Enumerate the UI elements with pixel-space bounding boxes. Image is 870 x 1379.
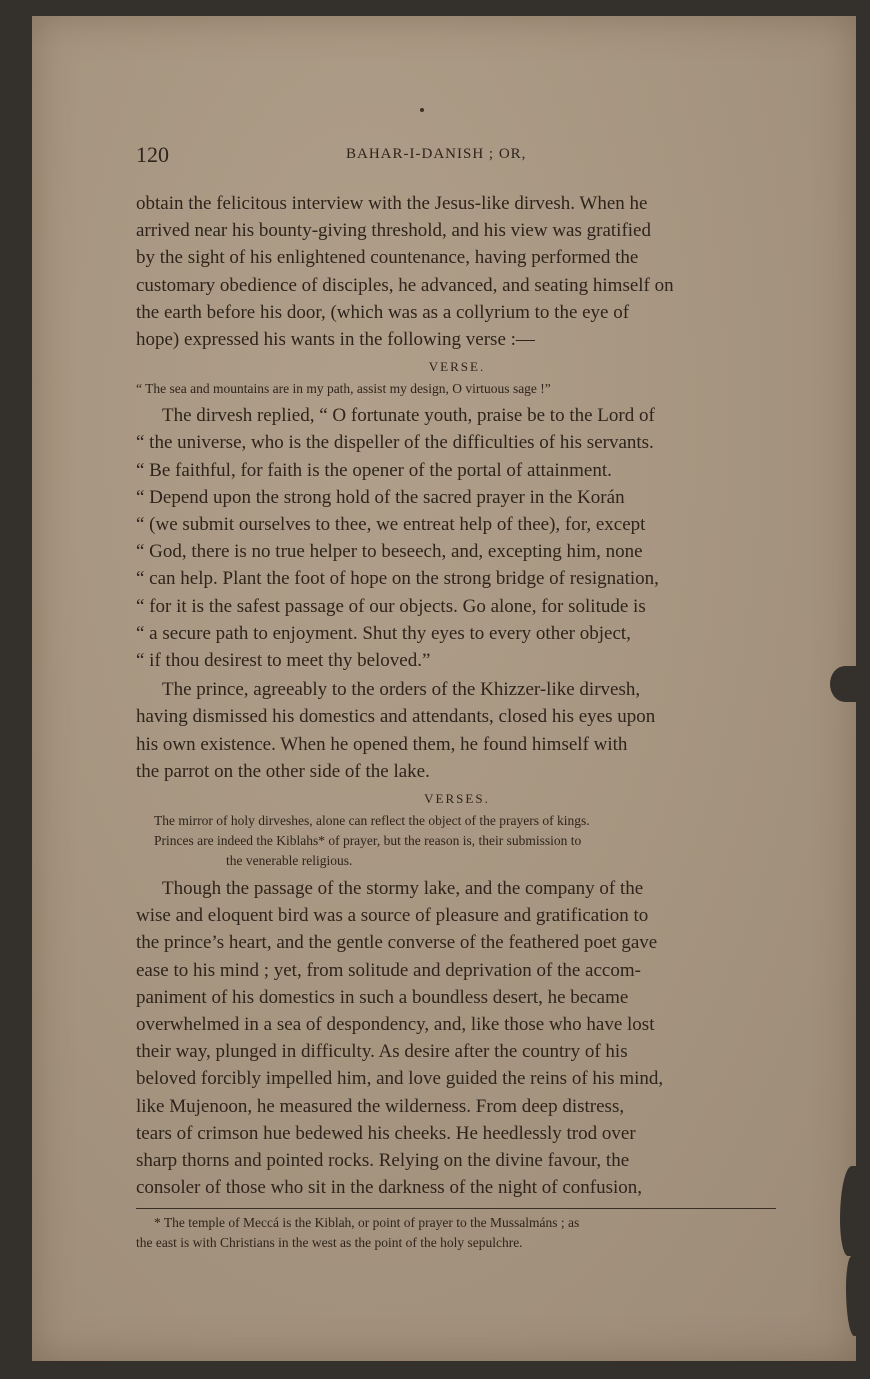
text-line: “ Be faithful, for faith is the opener of the portal of attainment. [136,459,612,481]
text-line: tears of crimson hue bedewed his cheeks. He heedlessly trod over [136,1122,636,1144]
text-line: their way, plunged in difficulty. As desire after the country of his [136,1041,628,1063]
paragraph-2 [136,402,778,674]
text-line: “ the universe, who is the dispeller of the difficulties of his servants. [136,432,654,454]
text-line: his own existence. When he opened them, he found himself with [136,733,628,755]
text-line: beloved forcibly impelled him, and love guided the reins of his mind, [136,1068,664,1090]
text-line: “ God, there is no true helper to beseech, and, excepting him, none [136,541,643,563]
text-line: hope) expressed his wants in the following verse :— [136,329,535,351]
footnote-line: * The temple of Meccá is the Kiblah, or point of prayer to the Mussalmáns ; as [154,1214,580,1230]
text-line: “ if thou desirest to meet thy beloved.” [136,650,431,672]
text-line: “ (we submit ourselves to thee, we entreat help of thee), for, except [136,514,646,536]
text-line: overwhelmed in a sea of despondency, and, like those who have lost [136,1014,655,1036]
text-line: by the sight of his enlightened countenance, having performed the [136,247,639,269]
text-line: “ a secure path to enjoyment. Shut thy eyes to every other object, [136,622,631,644]
verse-heading: VERSE. [428,359,486,375]
page-tear [846,1256,860,1336]
text-line: “ Depend upon the strong hold of the sacred prayer in the Korán [136,486,625,508]
text-line: obtain the felicitous interview with the Jesus-like dirvesh. When he [136,193,648,214]
text-line: sharp thorns and pointed rocks. Relying on the divine favour, the [136,1150,630,1172]
text-line: The prince, agreeably to the orders of the Khizzer-like dirvesh, [162,679,641,701]
text-line: customary obedience of disciples, he advanced, and seating himself on [136,274,674,296]
page-body [136,190,778,1253]
verse-line: “ The sea and mountains are in my path, assist my design, O virtuous sage !” [136,381,551,397]
text-line: The dirvesh replied, “ O fortunate youth, praise be to the Lord of [162,405,655,427]
running-title: BAHAR-I-DANISH ; OR, [346,146,527,162]
ink-speck [420,108,424,112]
verse-line: Princes are indeed the Kiblahs* of prayer, but the reason is, their submission to [154,833,582,849]
text-line: the parrot on the other side of the lake. [136,760,430,782]
paragraph-3 [136,676,778,785]
text-line: arrived near his bounty-giving threshold, and his view was gratified [136,220,651,242]
paragraph-4 [136,875,778,1201]
verses-heading: VERSES. [424,791,490,807]
text-line: like Mujenoon, he measured the wilderness. From deep distress, [136,1095,625,1117]
verse-line: The mirror of holy dirveshes, alone can reflect the object of the prayers of kings. [154,813,590,829]
page-number: 120 [136,142,169,167]
page-tear [840,1166,860,1256]
text-line: having dismissed his domestics and attendants, closed his eyes upon [136,706,656,728]
text-line: “ can help. Plant the foot of hope on the strong bridge of resignation, [136,568,659,590]
text-line: Though the passage of the stormy lake, and the company of the [162,878,644,900]
text-line: consoler of those who sit in the darkness of the night of confusion, [136,1177,643,1199]
paragraph-1 [136,190,778,353]
text-line: paniment of his domestics in such a boundless desert, he became [136,986,629,1008]
text-line: the earth before his door, (which was as a collyrium to the eye of [136,301,630,323]
text-line: the prince’s heart, and the gentle converse of the feathered poet gave [136,932,658,954]
text-line: wise and eloquent bird was a source of pleasure and gratification to [136,905,649,927]
footnote-line: the east is with Christians in the west as the point of the holy sepulchre. [136,1234,523,1250]
verse-line: the venerable religious. [226,853,353,869]
text-line: ease to his mind ; yet, from solitude and deprivation of the accom- [136,959,641,981]
page-tear [830,666,860,702]
footnote-rule [136,1208,776,1209]
text-line: “ for it is the safest passage of our objects. Go alone, for solitude is [136,595,646,617]
page-header [136,142,776,172]
